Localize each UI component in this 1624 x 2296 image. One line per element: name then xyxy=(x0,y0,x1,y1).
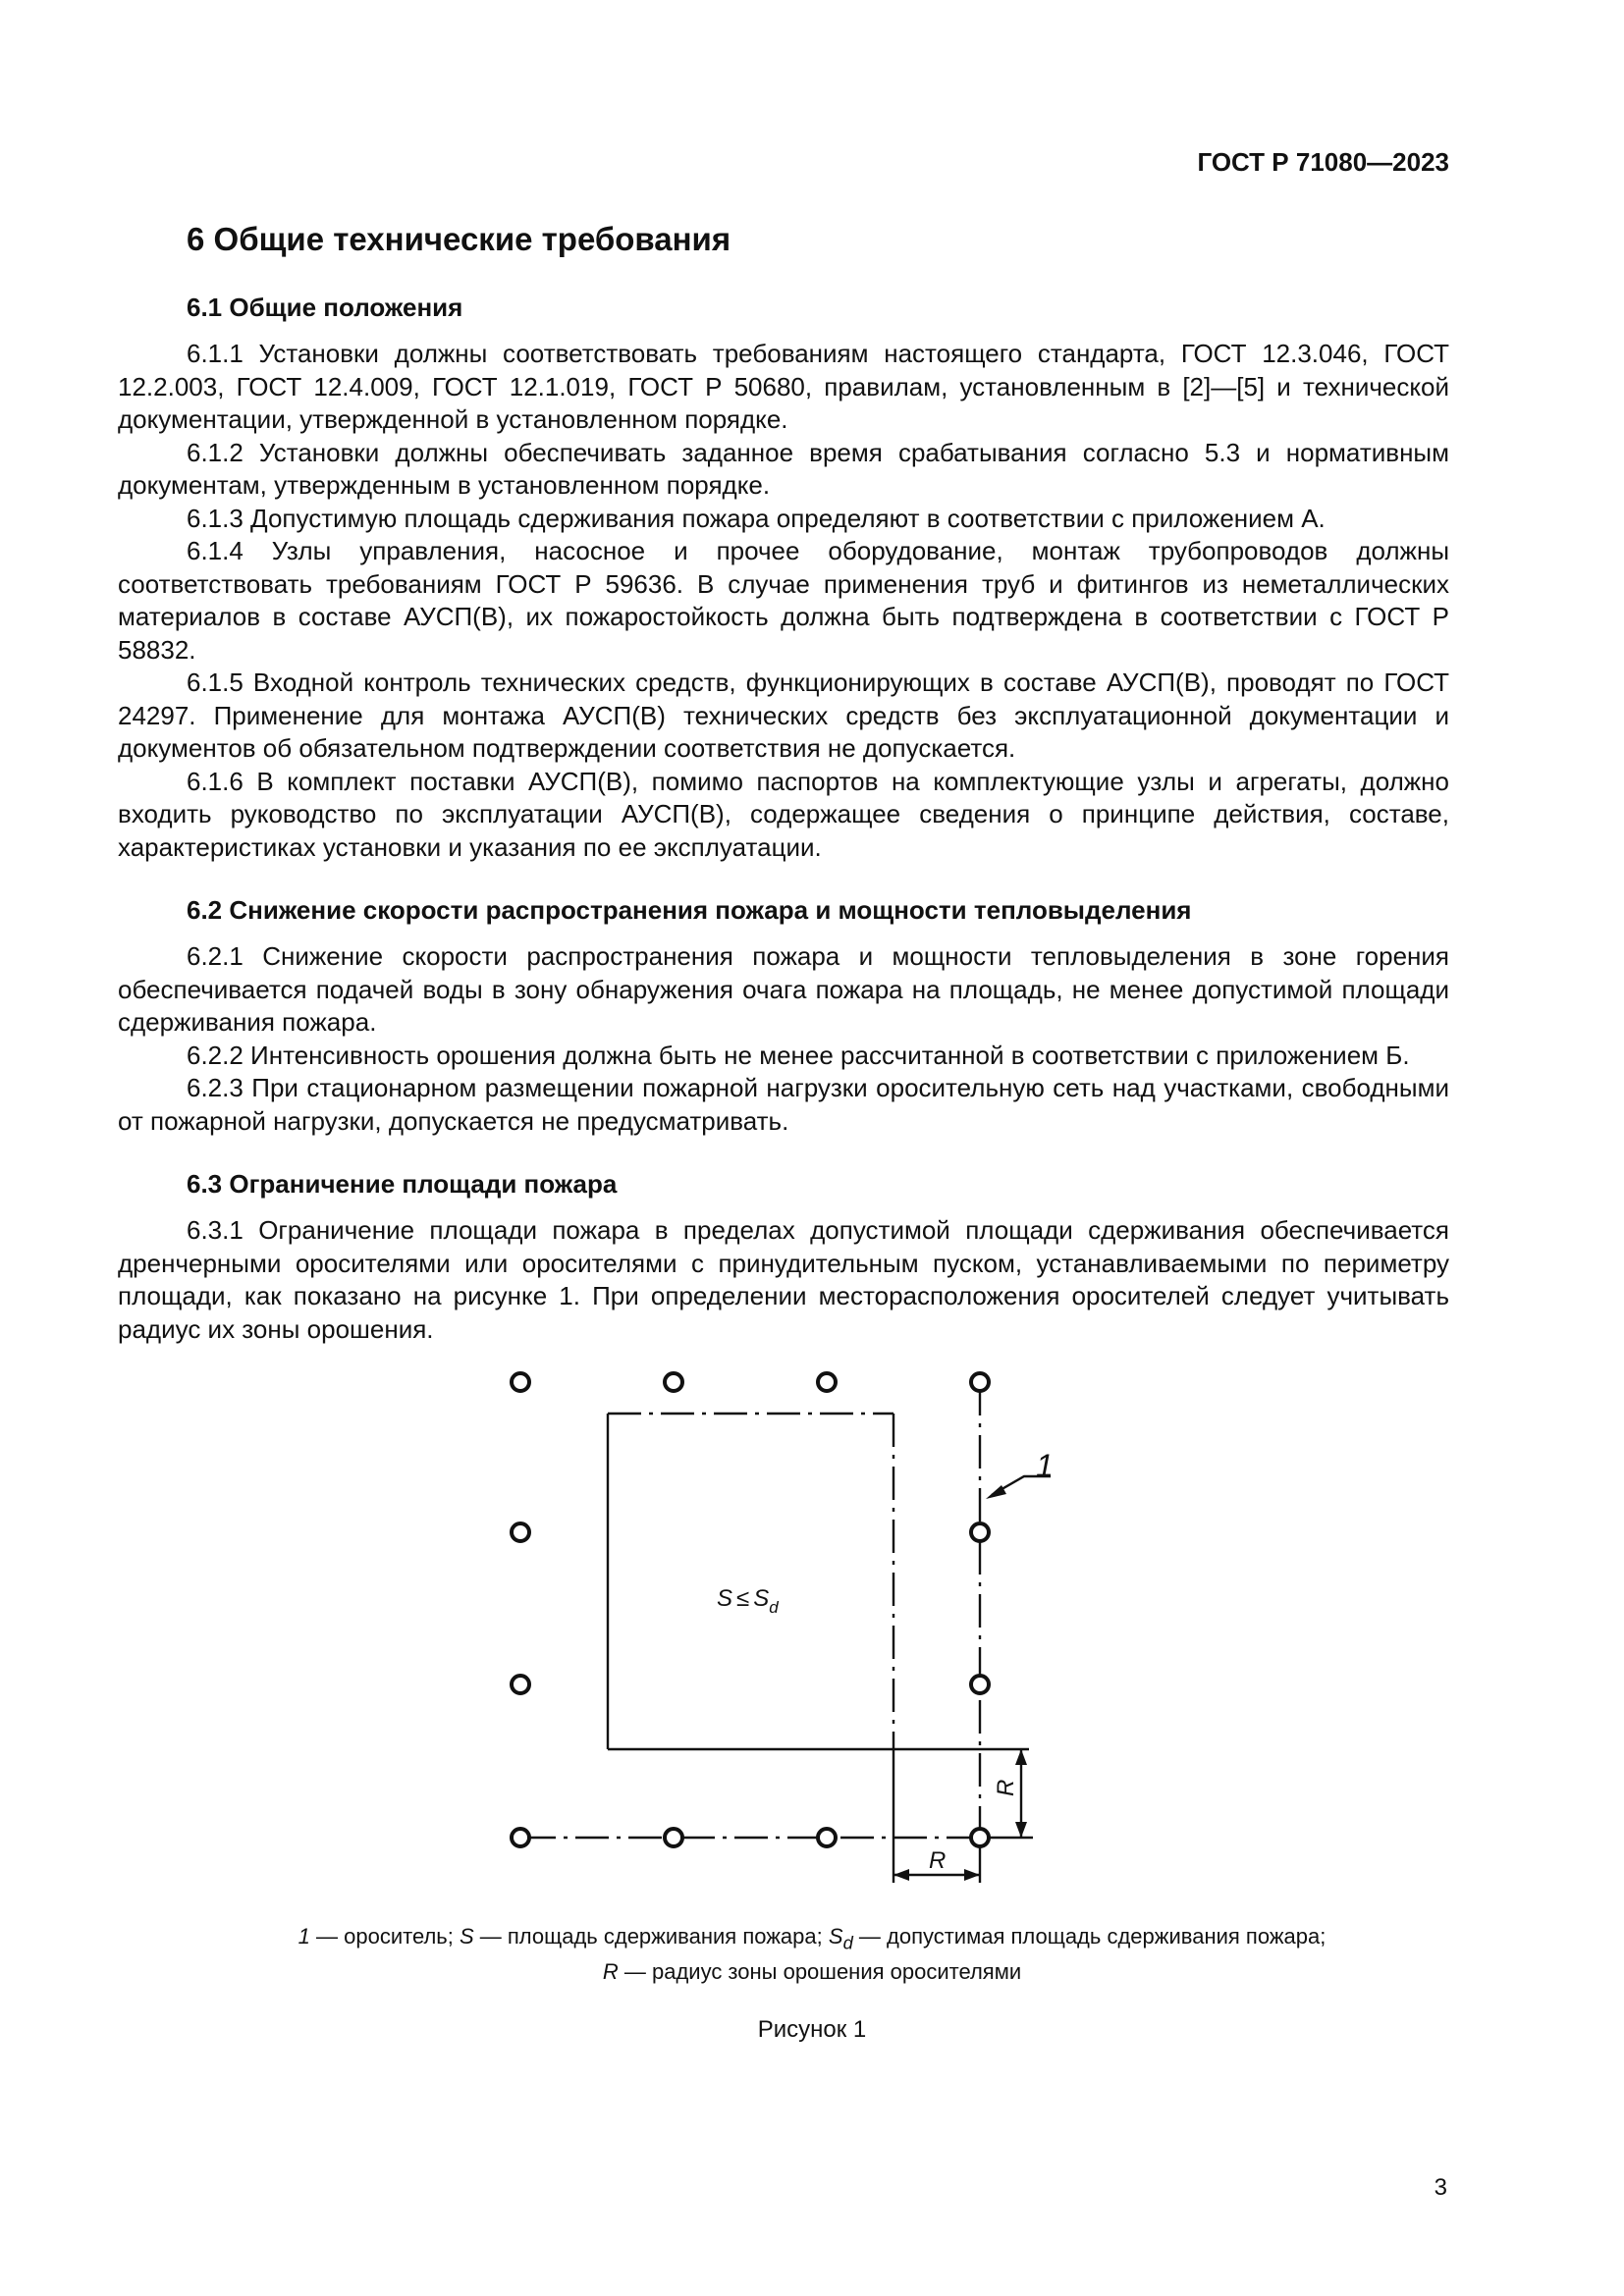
paragraph-6-1-5: 6.1.5 Входной контроль технических средств, функционирующих в составе АУСП(В), проводят по ГОСТ 24297. Применение для монтажа АУСП(В) технических средств без эксплуатационной документации и документов об обязательном подтверждении соответствия не допускается. xyxy=(118,667,1449,763)
arrow-icon xyxy=(964,1869,980,1881)
paragraph-6-2-1: 6.2.1 Снижение скорости распространения пожара и мощности тепловыделения в зоне горения обеспечивается подачей воды в зону обнаружения очага пожара на площадь, не менее допустимой площади сдерживания пожара. xyxy=(118,941,1449,1037)
subsection-title-6-1: 6.1 Общие положения xyxy=(187,293,463,322)
sprinkler-icon xyxy=(971,1523,989,1541)
paragraph-6-1-6: 6.1.6 В комплект поставки АУСП(В), помимо паспортов на комплектующие узлы и агрегаты, должно входить руководство по эксплуатации АУСП(В), содержащее сведения о принципе действия, составе, характеристиках установки и указания по ее эксплуатации. xyxy=(118,766,1449,862)
dimension-label-vertical: R xyxy=(993,1779,1019,1796)
sprinkler-icon xyxy=(512,1676,529,1693)
callout-number: 1 xyxy=(1036,1448,1054,1483)
area-label: $S \le S_d$ xyxy=(717,1585,779,1617)
subsection-title-6-3: 6.3 Ограничение площади пожара xyxy=(187,1169,618,1199)
sprinkler-icon xyxy=(971,1829,989,1846)
sprinkler-icon xyxy=(818,1373,836,1391)
figure-label: Рисунок 1 xyxy=(757,2016,867,2043)
page-content xyxy=(118,218,1449,1346)
paragraph-6-1-4: 6.1.4 Узлы управления, насосное и прочее оборудование, монтаж трубопроводов должны соответствовать требованиям ГОСТ Р 59636. В случае применения труб и фитингов из неметаллических материалов в составе АУСП(В), их пожаростойкость должна быть подтверждена в соответствии с ГОСТ Р 58832. xyxy=(118,536,1449,665)
sprinkler-icon xyxy=(818,1829,836,1846)
subsection-title-6-2: 6.2 Снижение скорости распространения пожара и мощности тепловыделения xyxy=(187,895,1192,925)
figure-legend xyxy=(0,1922,1624,1987)
section-title: 6 Общие технические требования xyxy=(187,221,731,257)
sprinkler-icon xyxy=(665,1829,682,1846)
sprinkler-icon xyxy=(971,1373,989,1391)
arrow-icon xyxy=(1015,1749,1027,1765)
document-id: ГОСТ Р 71080—2023 xyxy=(1197,147,1449,177)
paragraph-6-2-3: 6.2.3 При стационарном размещении пожарной нагрузки оросительную сеть над участками, свободными от пожарной нагрузки, допускается не предусматривать. xyxy=(118,1073,1449,1136)
arrow-icon xyxy=(893,1869,909,1881)
sprinkler-icon xyxy=(512,1523,529,1541)
paragraph-6-1-3: 6.1.3 Допустимую площадь сдерживания пожара определяют в соответствии с приложением А. xyxy=(187,503,1326,533)
sprinkler-icon xyxy=(512,1373,529,1391)
paragraph-6-1-2: 6.1.2 Установки должны обеспечивать заданное время срабатывания согласно 5.3 и нормативным документам, утвержденным в установленном порядке. xyxy=(118,437,1449,500)
sprinklers xyxy=(512,1373,989,1846)
figure-1-diagram xyxy=(0,1345,1624,1934)
page-number: 3 xyxy=(1434,2174,1447,2201)
sprinkler-icon xyxy=(512,1829,529,1846)
paragraph-6-2-2: 6.2.2 Интенсивность орошения должна быть не менее рассчитанной в соответствии с приложением Б. xyxy=(187,1040,1410,1070)
legend-line-1: 1 — ороситель; S — площадь сдерживания пожара; $S_d$ — допустимая площадь сдерживания пожара; xyxy=(298,1924,1326,1953)
dimension-arrows xyxy=(893,1485,1027,1881)
legend-line-2: R — радиус зоны орошения оросителями xyxy=(602,1959,1022,1985)
paragraph-6-1-1: 6.1.1 Установки должны соответствовать требованиям настоящего стандарта, ГОСТ 12.3.046, ГОСТ 12.2.003, ГОСТ 12.4.009, ГОСТ 12.1.019, ГОСТ Р 50680, правилам, установленным в [2]—[5] и технической документации, утвержденной в установленном порядке. xyxy=(118,339,1449,434)
arrow-icon xyxy=(1015,1822,1027,1838)
sprinkler-icon xyxy=(665,1373,682,1391)
dimension-label-horizontal: R xyxy=(929,1847,947,1874)
sprinkler-icon xyxy=(971,1676,989,1693)
paragraph-6-3-1: 6.3.1 Ограничение площади пожара в пределах допустимой площади сдерживания обеспечивается дренчерными оросителями или оросителями с принудительным пуском, устанавливаемыми по периметру площади, как показано на рисунке 1. При определении месторасположения оросителей следует учитывать радиус их зоны орошения. xyxy=(118,1215,1449,1344)
dashdot-lines xyxy=(522,1382,980,1838)
